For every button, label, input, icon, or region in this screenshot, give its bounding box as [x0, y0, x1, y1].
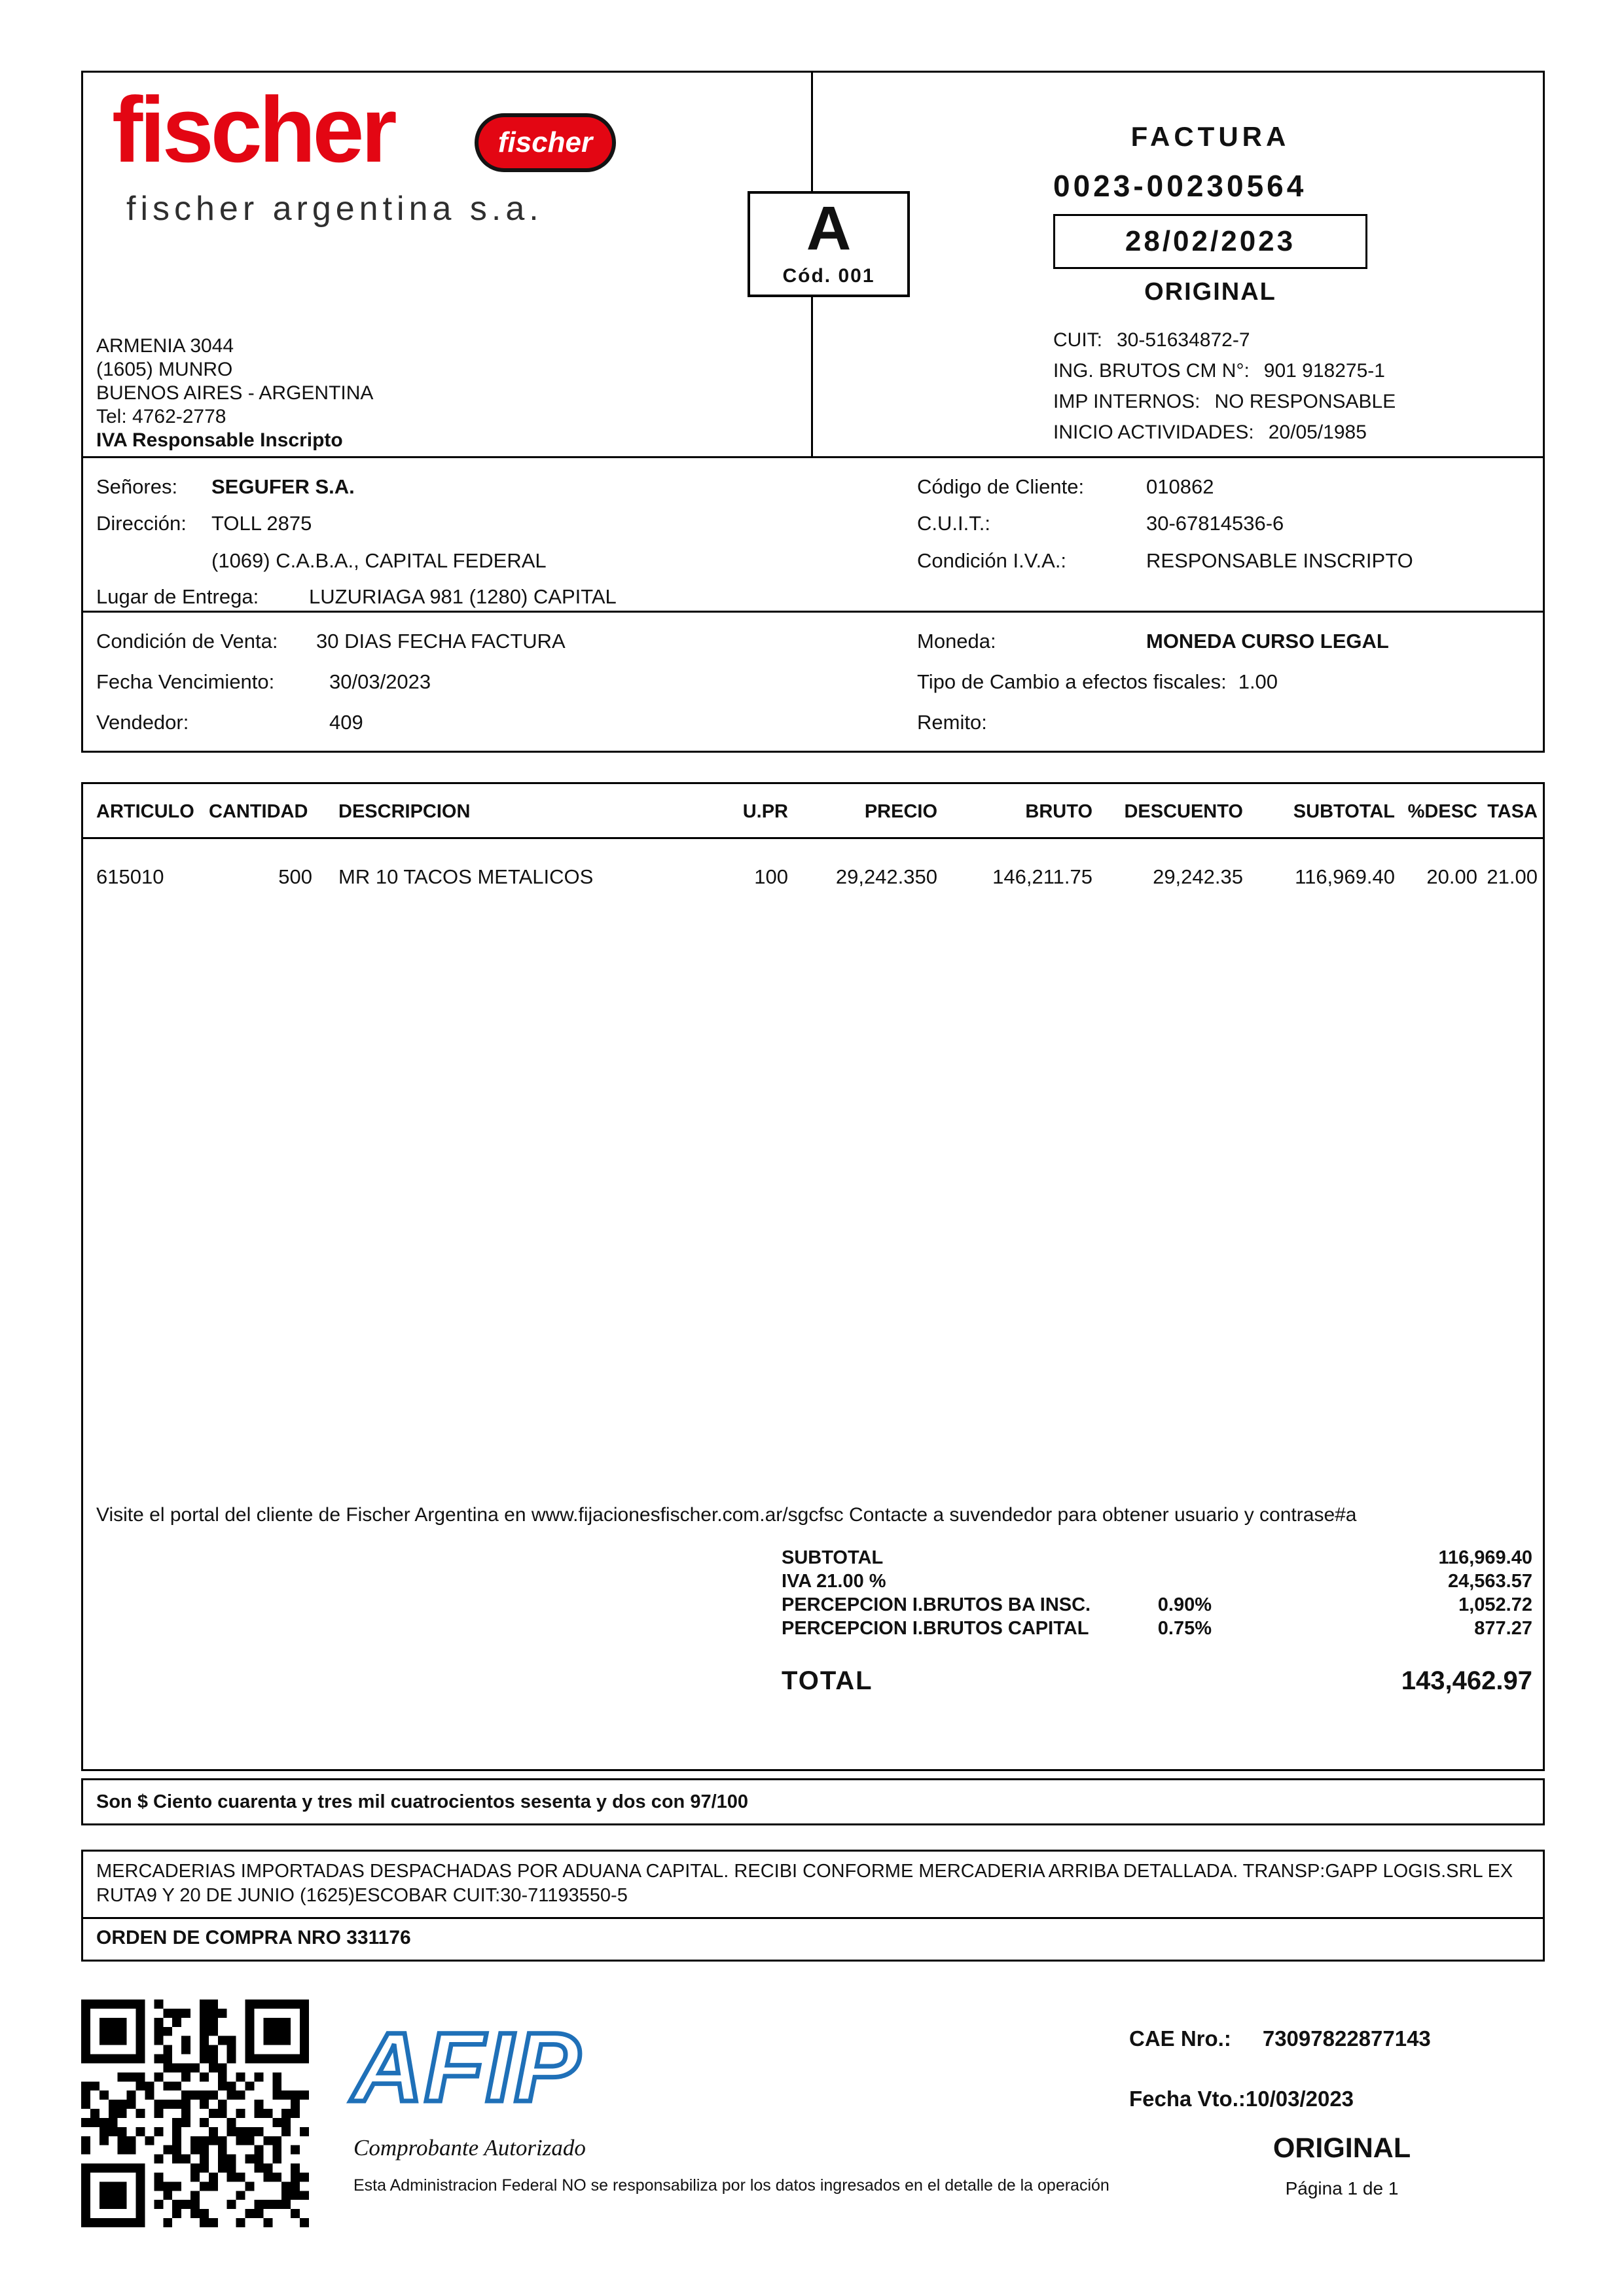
- item-precio: 29,242.350: [835, 865, 937, 888]
- address-line: (1605) MUNRO: [96, 359, 233, 380]
- cae-due-date: 10/03/2023: [1245, 2087, 1354, 2111]
- client-address-label: Dirección:: [96, 512, 187, 535]
- invoice-title: FACTURA: [1130, 121, 1290, 152]
- item-pdesc: 20.00: [1426, 865, 1477, 888]
- portal-note: Visite el portal del cliente de Fischer Argentina en www.fijacionesfischer.com.ar/sgcfsc Contacte a suvendedor para obtener usuario y contrase#a: [96, 1504, 1357, 1526]
- qr-code: [81, 2000, 309, 2227]
- client-cuit: 30-67814536-6: [1146, 512, 1284, 535]
- totals-subtotal-row: [83, 1547, 1543, 1571]
- totals-iva-label: IVA 21.00 %: [782, 1571, 886, 1592]
- items-table-header: [83, 784, 1543, 839]
- page-number: Página 1 de 1: [1285, 2178, 1399, 2198]
- amount-in-words-section: [81, 1778, 1545, 1825]
- fiscal-cuit-value: 30-51634872-7: [1117, 329, 1250, 351]
- conditions-row-2: [83, 670, 1543, 699]
- col-upr: U.PR: [742, 801, 788, 822]
- items-table: [81, 782, 1545, 1771]
- company-name: fischer argentina s.a.: [126, 190, 543, 228]
- client-address: TOLL 2875: [211, 512, 312, 535]
- afip-logo: [346, 2011, 647, 2125]
- client-code: 010862: [1146, 475, 1214, 498]
- sale-condition: 30 DIAS FECHA FACTURA: [316, 630, 566, 653]
- col-tasa: TASA: [1487, 801, 1538, 822]
- conditions-section: [81, 613, 1545, 753]
- fiscal-ing-brutos-value: 901 918275-1: [1263, 360, 1385, 382]
- item-upr: 100: [754, 865, 788, 888]
- cae-row: [1129, 2026, 1431, 2051]
- fiscal-inicio-actividades: [1053, 417, 1420, 448]
- totals-percepcion-capital-pct: 0.75%: [1157, 1618, 1212, 1639]
- cae-number: 73097822877143: [1262, 2026, 1431, 2051]
- totals-percepcion-ba-value: 1,052.72: [1458, 1594, 1532, 1615]
- totals-iva-value: 24,563.57: [1447, 1571, 1532, 1592]
- invoice-number: 0023-00230564: [1053, 169, 1307, 203]
- col-precio: PRECIO: [864, 801, 937, 822]
- afip-disclaimer: Esta Administracion Federal NO se responsabiliza por los datos ingresados en el detalle de la operación: [353, 2176, 1110, 2195]
- totals-subtotal-label: SUBTOTAL: [782, 1547, 884, 1568]
- totals-subtotal-value: 116,969.40: [1438, 1547, 1532, 1568]
- client-senores-label: Señores:: [96, 475, 178, 498]
- header-section: [81, 71, 1545, 458]
- item-cantidad: 500: [278, 865, 312, 888]
- client-row-3: [83, 549, 1543, 578]
- totals-percepcion-capital-row: [83, 1618, 1543, 1641]
- item-articulo: 615010: [96, 865, 164, 888]
- conditions-row-1: [83, 630, 1543, 658]
- invoice-type-code: Cód. 001: [782, 265, 875, 287]
- fiscal-imp-internos-value: NO RESPONSABLE: [1214, 391, 1396, 412]
- totals-percepcion-ba-pct: 0.90%: [1157, 1594, 1212, 1615]
- fiscal-ing-brutos-label: ING. BRUTOS CM N°:: [1053, 360, 1250, 382]
- fiscal-cuit-label: CUIT:: [1053, 329, 1102, 351]
- exchange-rate-label: Tipo de Cambio a efectos fiscales:: [917, 670, 1227, 693]
- remito-label: Remito:: [917, 711, 987, 734]
- fiscal-inicio-value: 20/05/1985: [1268, 422, 1367, 443]
- fischer-logo: fischer: [112, 78, 394, 182]
- invoice-type-box: [748, 191, 910, 297]
- col-descripcion: DESCRIPCION: [338, 801, 471, 822]
- amount-in-words: Son $ Ciento cuarenta y tres mil cuatrocientos sesenta y dos con 97/100: [96, 1791, 749, 1812]
- fiscal-info: [1053, 325, 1420, 448]
- totals-percepcion-ba-label: PERCEPCION I.BRUTOS BA INSC.: [782, 1594, 1091, 1615]
- footer-copy-label: ORIGINAL: [1272, 2132, 1411, 2164]
- copy-label: ORIGINAL: [1144, 278, 1276, 306]
- totals-percepcion-capital-label: PERCEPCION I.BRUTOS CAPITAL: [782, 1618, 1089, 1639]
- seller: 409: [329, 711, 363, 734]
- client-code-label: Código de Cliente:: [917, 475, 1085, 498]
- notes-section: [81, 1850, 1545, 1962]
- exchange-rate-line: [917, 670, 1278, 694]
- client-row-1: [83, 475, 1543, 504]
- client-iva-label: Condición I.V.A.:: [917, 549, 1067, 572]
- cae-due-row: [1129, 2087, 1354, 2111]
- fiscal-imp-internos-label: IMP INTERNOS:: [1053, 391, 1200, 412]
- totals-percepcion-ba-row: [83, 1594, 1543, 1618]
- sale-condition-label: Condición de Venta:: [96, 630, 278, 653]
- invoice-type-letter: A: [806, 194, 852, 263]
- fischer-badge-text: fischer: [497, 126, 593, 158]
- col-pdesc: %DESC: [1407, 801, 1477, 822]
- address-line: ARMENIA 3044: [96, 335, 234, 357]
- client-address-2: (1069) C.A.B.A., CAPITAL FEDERAL: [211, 549, 547, 572]
- currency-label: Moneda:: [917, 630, 996, 653]
- conditions-row-3: [83, 711, 1543, 740]
- exchange-rate: 1.00: [1238, 670, 1278, 693]
- fiscal-ing-brutos: [1053, 355, 1420, 386]
- fiscal-imp-internos: [1053, 386, 1420, 417]
- fischer-logo-badge: [475, 113, 616, 172]
- item-tasa: 21.00: [1487, 865, 1538, 888]
- invoice-date-box: [1053, 214, 1367, 269]
- invoice-header-right: [1053, 105, 1420, 448]
- item-descuento: 29,242.35: [1153, 865, 1243, 888]
- fiscal-cuit: [1053, 325, 1420, 355]
- client-row-4: [83, 585, 1543, 614]
- grand-total-value: 143,462.97: [1401, 1666, 1532, 1695]
- client-name: SEGUFER S.A.: [211, 475, 355, 498]
- col-subtotal: SUBTOTAL: [1293, 801, 1395, 822]
- item-row: [83, 865, 1543, 893]
- shipping-note: MERCADERIAS IMPORTADAS DESPACHADAS POR ADUANA CAPITAL. RECIBI CONFORME MERCADERIA ARRIBA DETALLADA. TRANSP:GAPP LOGIS.SRL EX RUTA9 Y 20 DE JUNIO (1625)ESCOBAR CUIT:30-71193550-5: [83, 1852, 1543, 1919]
- afip-logo-text: AFIP: [352, 2012, 581, 2122]
- col-bruto: BRUTO: [1025, 801, 1092, 822]
- fiscal-inicio-label: INICIO ACTIVIDADES:: [1053, 422, 1254, 443]
- client-cuit-label: C.U.I.T.:: [917, 512, 990, 535]
- client-section: [81, 458, 1545, 613]
- delivery-place: LUZURIAGA 981 (1280) CAPITAL: [309, 585, 617, 608]
- cae-due-label: Fecha Vto.:: [1129, 2087, 1246, 2111]
- client-iva: RESPONSABLE INSCRIPTO: [1146, 549, 1413, 572]
- grand-total-row: [83, 1666, 1543, 1700]
- due-date-label: Fecha Vencimiento:: [96, 670, 275, 693]
- totals-iva-row: [83, 1571, 1543, 1594]
- address-line: Tel: 4762-2778: [96, 406, 226, 427]
- col-articulo: ARTICULO: [96, 801, 194, 822]
- item-descripcion: MR 10 TACOS METALICOS: [338, 865, 594, 888]
- address-line: BUENOS AIRES - ARGENTINA: [96, 382, 374, 404]
- company-iva-status: IVA Responsable Inscripto: [96, 429, 343, 451]
- item-bruto: 146,211.75: [992, 865, 1092, 888]
- item-subtotal: 116,969.40: [1295, 865, 1395, 888]
- company-address: [96, 334, 373, 452]
- client-row-2: [83, 512, 1543, 541]
- totals-percepcion-capital-value: 877.27: [1474, 1618, 1532, 1639]
- purchase-order: ORDEN DE COMPRA NRO 331176: [96, 1927, 411, 1948]
- due-date: 30/03/2023: [329, 670, 431, 693]
- col-descuento: DESCUENTO: [1124, 801, 1243, 822]
- invoice-date: 28/02/2023: [1125, 225, 1296, 257]
- grand-total-label: TOTAL: [782, 1666, 873, 1695]
- seller-label: Vendedor:: [96, 711, 189, 734]
- col-cantidad: CANTIDAD: [209, 801, 308, 822]
- delivery-place-label: Lugar de Entrega:: [96, 585, 259, 608]
- authorized-label: Comprobante Autorizado: [353, 2135, 586, 2161]
- cae-label: CAE Nro.:: [1129, 2026, 1231, 2051]
- currency: MONEDA CURSO LEGAL: [1146, 630, 1389, 653]
